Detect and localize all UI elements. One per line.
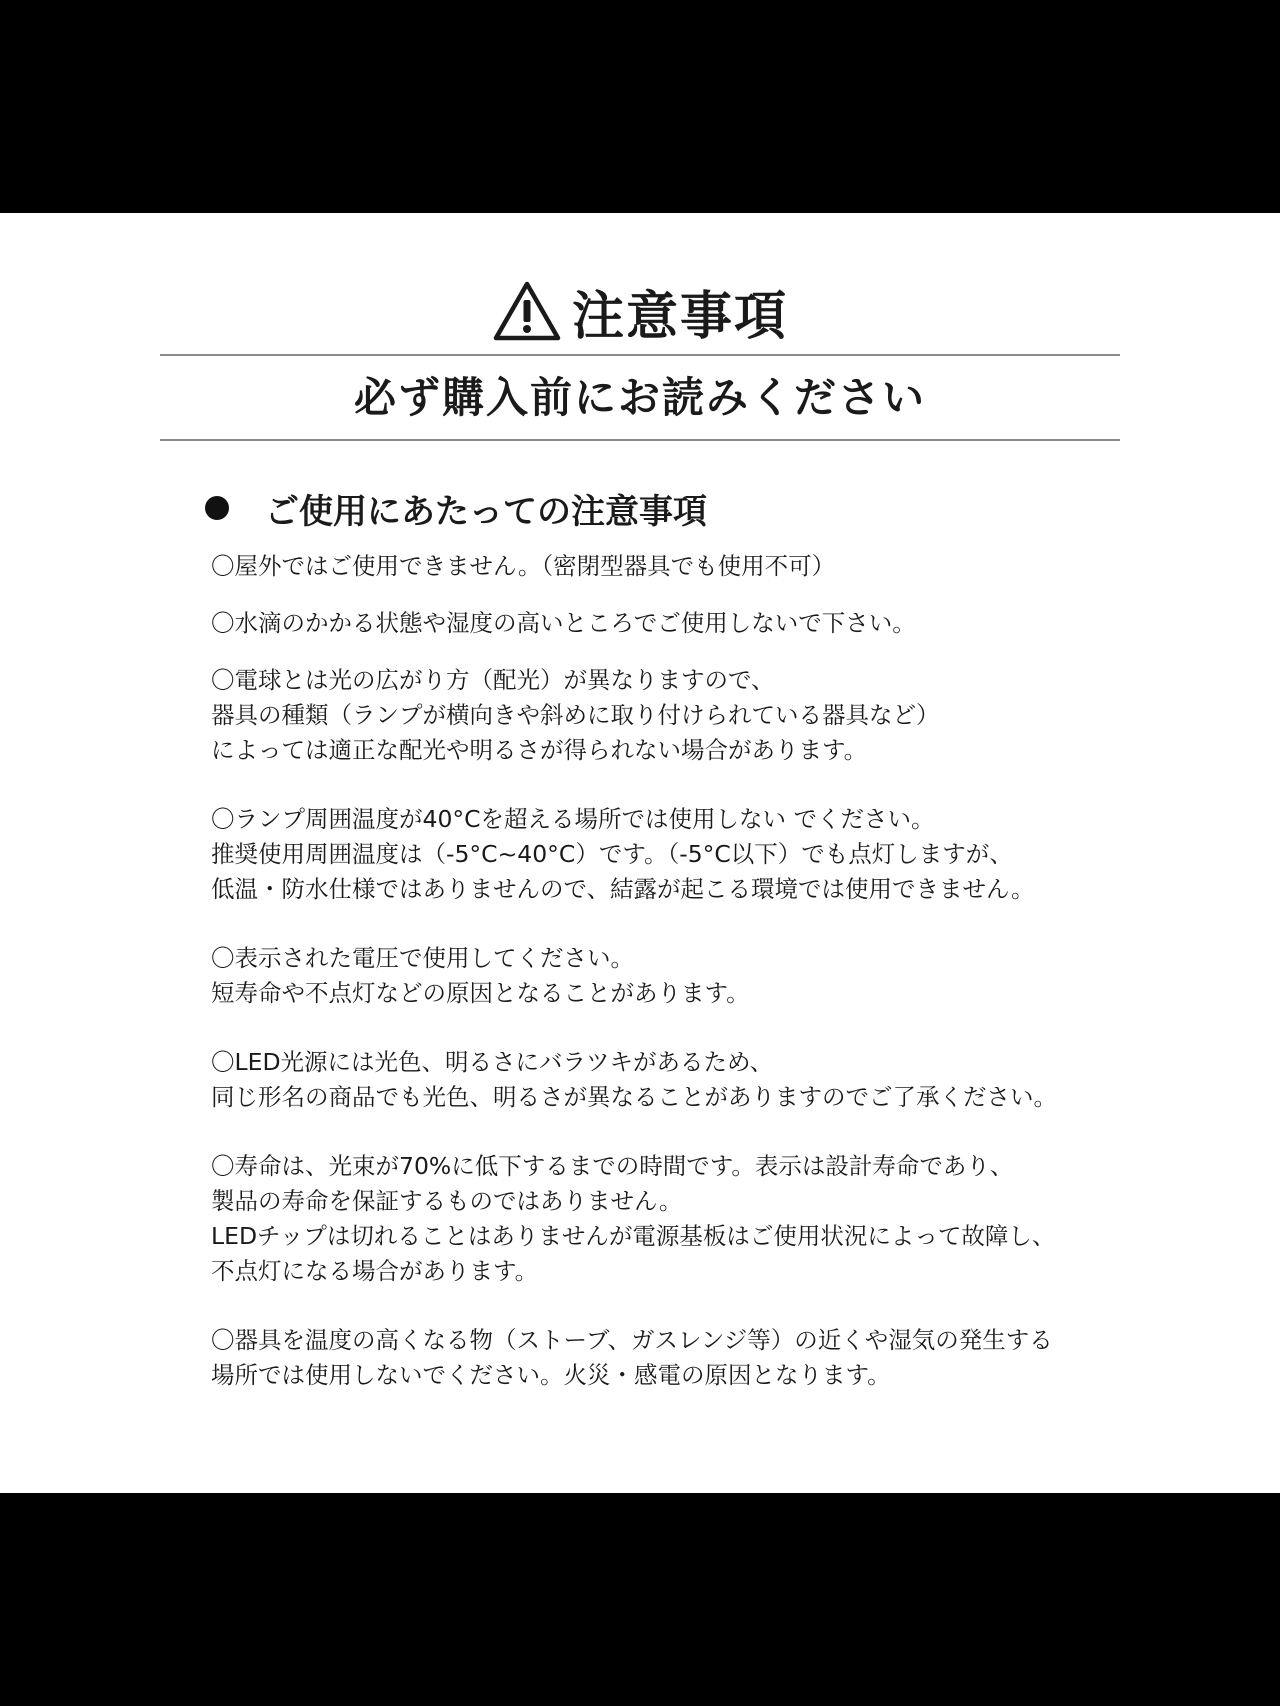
- divider-bottom: [160, 439, 1120, 441]
- note-item: [211, 1149, 1151, 1289]
- letterbox-bottom: [0, 1493, 1280, 1706]
- note-line: 低温・防水仕様ではありませんので、結露が起こる環境では使用できません。: [211, 875, 1035, 903]
- note-item: [211, 802, 1151, 907]
- note-line: 〇LED光源には光色、明るさにバラツキがあるため、: [211, 1048, 774, 1076]
- note-line: 〇器具を温度の高くなる物（ストーブ、ガスレンジ等）の近くや湿気の発生する: [211, 1326, 1053, 1354]
- note-line: 同じ形名の商品でも光色、明るさが異なることがありますのでご了承ください。: [211, 1083, 1057, 1111]
- note-line: 〇ランプ周囲温度が40°Cを超える場所では使用しない でください。: [211, 805, 935, 833]
- note-line: LEDチップは切れることはありませんが電源基板はご使用状況によって故障し、: [211, 1222, 1056, 1250]
- note-line: 〇水滴のかかる状態や湿度の高いところでご使用しないで下さい。: [211, 609, 916, 637]
- section-heading: [205, 483, 707, 533]
- note-line: 不点灯になる場合があります。: [211, 1257, 539, 1285]
- note-line: 場所では使用しないでください。火災・感電の原因となります。: [211, 1361, 891, 1389]
- note-item: [211, 1323, 1151, 1393]
- title-row: [0, 271, 1280, 351]
- note-line: 〇表示された電圧で使用してください。: [211, 944, 634, 972]
- page-subtitle: 必ず購入前にお読みください: [353, 373, 926, 422]
- warning-triangle-icon: [492, 280, 562, 342]
- section-title: ご使用にあたっての注意事項: [265, 491, 707, 532]
- note-line: 〇寿命は、光束が70%に低下するまでの時間です。表示は設計寿命であり、: [211, 1152, 1014, 1180]
- note-line: 〇電球とは光の広がり方（配光）が異なりますので、: [211, 666, 775, 694]
- note-item: [211, 663, 1151, 768]
- note-item: [211, 1045, 1151, 1115]
- note-line: 推奨使用周囲温度は（-5°C~40°C）です。（-5°C以下）でも点灯しますが、: [211, 840, 1013, 868]
- note-item: [211, 941, 1151, 1011]
- notice-sheet: [0, 213, 1280, 1493]
- notes-list: [211, 549, 1151, 1393]
- note-line: 器具の種類（ランプが横向きや斜めに取り付けられている器具など）: [211, 701, 940, 729]
- note-line: 製品の寿命を保証するものではありません。: [211, 1187, 683, 1215]
- note-line: 〇屋外ではご使用できません。（密閉型器具でも使用不可）: [211, 552, 836, 580]
- note-item: [211, 549, 1151, 584]
- note-line: によっては適正な配光や明るさが得られない場合があります。: [211, 736, 868, 764]
- divider-top: [160, 354, 1120, 356]
- letterbox-top: [0, 0, 1280, 213]
- note-line: 短寿命や不点灯などの原因となることがあります。: [211, 979, 750, 1007]
- bullet-dot-icon: [205, 496, 229, 520]
- page-title: 注意事項: [571, 286, 788, 347]
- note-item: [211, 606, 1151, 641]
